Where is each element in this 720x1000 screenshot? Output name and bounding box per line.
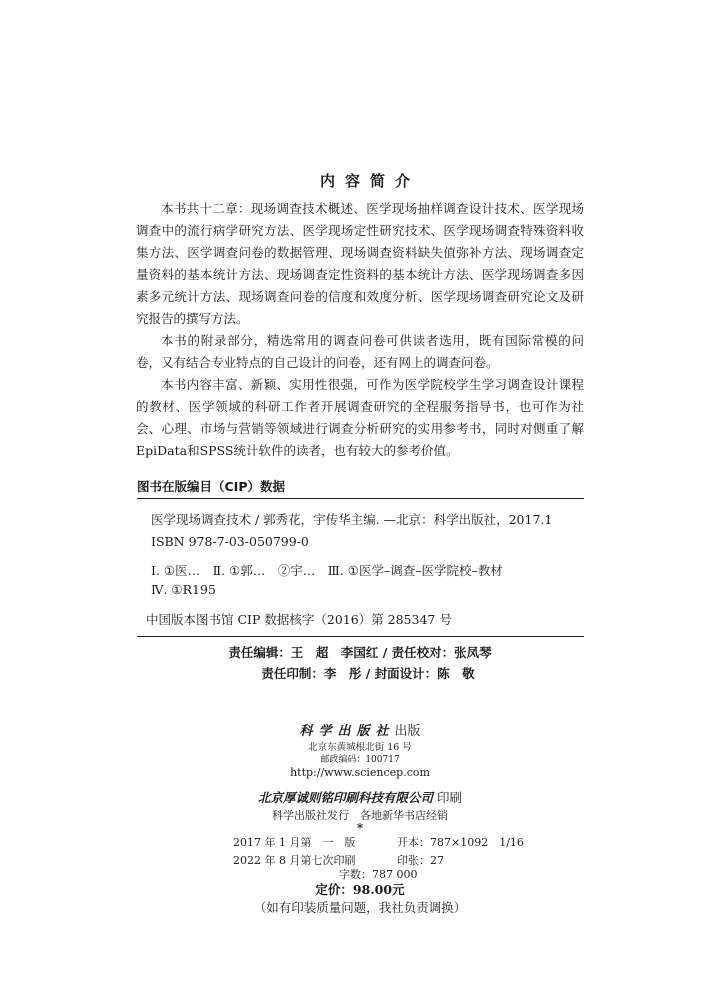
first-edition: 2017 年 1 月第 一 版 [233, 836, 356, 849]
cip-bottom-rule [137, 636, 584, 637]
publisher-zip: 邮政编码：100717 [320, 755, 400, 765]
summary-title: 内容简介 [319, 172, 420, 190]
word-count: 字数：787 000 [339, 868, 418, 881]
cip-heading: 图书在版编目（CIP）数据 [137, 479, 285, 494]
summary-paragraph: 本书内容丰富、新颖、实用性很强，可作为医学院校学生学习调查设计课程的教材、医学领域的科研工作者开展调查研究的全程服务指导书，也可作为社会、心理、市场与营销等领域进行调查分析研究的实用参考书，同时对侧重了解EpiData和SPSS统计软件的读者，也有较大的参考价值。 [136, 377, 584, 458]
cip-classification-line-2: Ⅳ. ①R195 [151, 582, 216, 597]
printer-name [0, 788, 720, 806]
distribution-line: 科学出版社发行 各地新华书店经销 [272, 809, 448, 822]
publisher-address: 北京东黄城根北街 16 号 [308, 742, 412, 753]
publisher-url: http://www.sciencep.com [290, 766, 430, 779]
printer-name-bold: 北京厚诚则铭印刷科技有限公司 [257, 790, 433, 805]
summary-body [136, 198, 584, 462]
cip-record-number: 中国版本图书馆 CIP 数据核字（2016）第 285347 号 [146, 612, 452, 627]
summary-paragraph: 本书的附录部分，精选常用的调查问卷可供读者选用，既有国际常模的问卷，又有结合专业特点的自己设计的问卷，还有网上的调查问卷。 [136, 333, 584, 370]
price: 定价：98.00元 [315, 882, 405, 897]
publisher-name-suffix: 出版 [394, 724, 421, 739]
printer-name-suffix: 印刷 [436, 790, 462, 805]
cip-classification-line-1: Ⅰ. ①医… Ⅱ. ①郭… ②宇… Ⅲ. ①医学–调查–医学院校–教材 [151, 563, 503, 578]
publisher-name [0, 720, 720, 739]
editors-line-2: 责任印制：李 彤 / 封面设计：陈 敬 [261, 666, 475, 681]
page-format: 开本：787×1092 1/16 [397, 836, 524, 849]
separator-star: * [356, 821, 364, 835]
editors-line-1: 责任编辑：王 超 李国红 / 责任校对：张凤琴 [228, 645, 492, 660]
cip-top-rule [137, 498, 584, 499]
printed-sheets: 印张：27 [397, 854, 444, 867]
cip-main-entry: 医学现场调查技术 / 郭秀花，宇传华主编. —北京：科学出版社，2017.1 [151, 512, 553, 527]
cip-isbn: ISBN 978-7-03-050799-0 [151, 534, 309, 549]
summary-paragraph: 本书共十二章：现场调查技术概述、医学现场抽样调查设计技术、医学现场调查中的流行病学研究方法、医学现场定性研究技术、医学现场调查特殊资料收集方法、医学调查问卷的数据管理、现场调查资料缺失值弥补方法、现场调查定量资料的基本统计方法、现场调查定性资料的基本统计方法、医学现场调查多因素多元统计方法、现场调查问卷的信度和效度分析、医学现场调查研究论文及研究报告的撰写方法。 [136, 201, 584, 326]
quality-notice: （如有印装质量问题，我社负责调换） [253, 900, 467, 915]
printing-info: 2022 年 8 月第七次印刷 [233, 854, 356, 867]
publisher-name-bold: 科学出版社 [299, 724, 395, 739]
